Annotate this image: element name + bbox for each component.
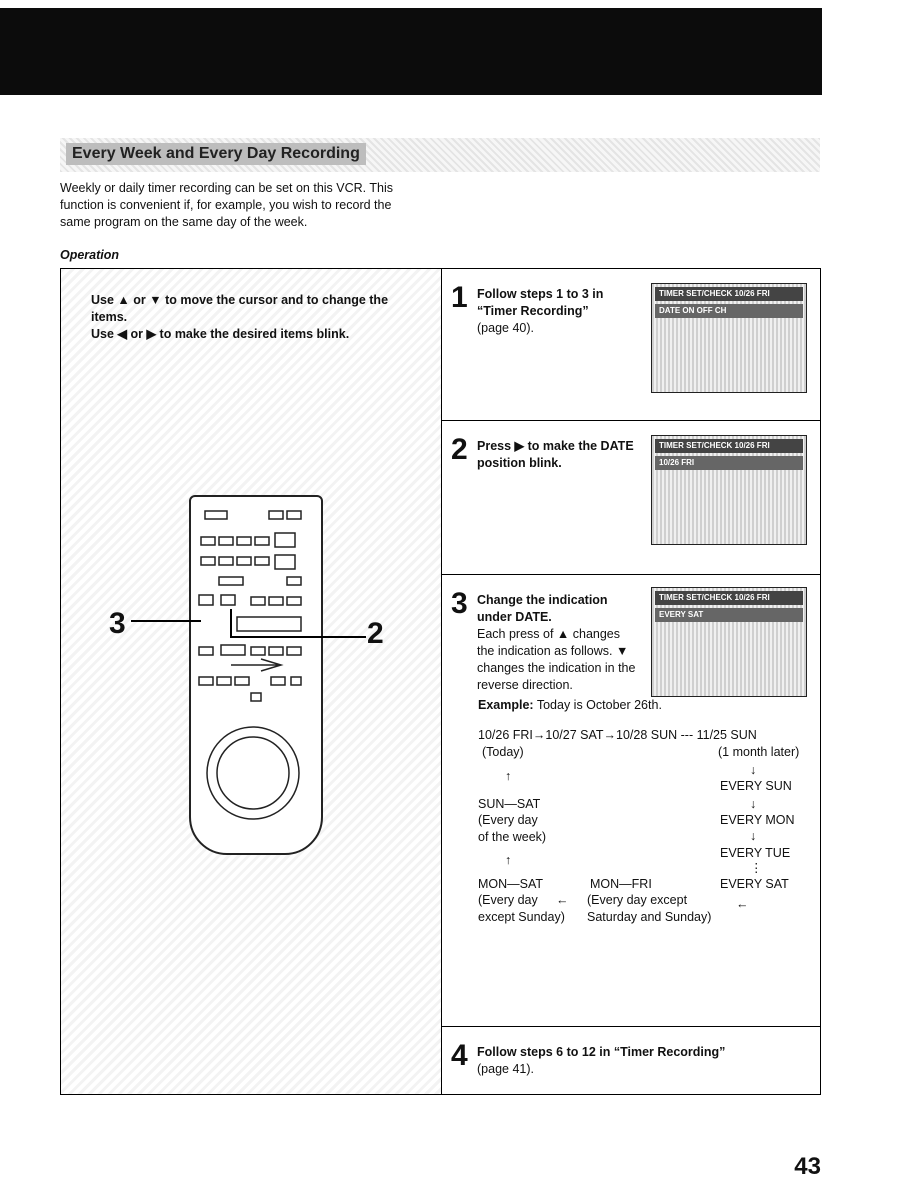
step-number: 4	[451, 1039, 468, 1072]
instruction-blink: Use ◀ or ▶ to make the desired items blink.	[91, 327, 350, 341]
step-3-text: Each press of ▲ changes the indication as follows. ▼ changes the indication in the reverse direction.	[477, 627, 636, 692]
mon-sat: MON—SAT	[478, 877, 544, 891]
arrow-left-2: ←	[736, 897, 749, 911]
section-banner	[60, 138, 820, 172]
today-label: (Today)	[482, 745, 524, 759]
arrow-down-1: ↓	[750, 763, 757, 777]
step-number: 3	[451, 587, 468, 620]
callout-3: 3	[109, 607, 126, 640]
sequence-row1: 10/26 FRI→10/27 SAT→10/28 SUN --- 11/25 SUN	[478, 728, 757, 742]
step-2	[441, 421, 821, 575]
screen-row: EVERY SAT	[655, 608, 803, 622]
every-mon: EVERY MON	[720, 813, 795, 827]
callout-lines	[61, 269, 441, 689]
example-today: Today is October 26th.	[536, 698, 662, 712]
step-4-text: (page 41).	[477, 1062, 534, 1076]
operation-panel	[60, 268, 821, 1095]
step-2-heading: Press ▶ to make the DATE position blink.	[477, 439, 634, 470]
every-tue: EVERY TUE	[720, 846, 791, 860]
step-number: 1	[451, 281, 468, 314]
step-1-heading: Follow steps 1 to 3 in “Timer Recording”	[477, 287, 604, 318]
example-label: Example:	[478, 698, 534, 712]
screen-row: DATE ON OFF CH	[655, 304, 803, 318]
section-title: Every Week and Every Day Recording	[66, 143, 366, 165]
step-number: 2	[451, 433, 468, 466]
arrow-left-1: ←	[556, 893, 569, 907]
operation-label: Operation	[60, 248, 120, 262]
mon-fri: MON—FRI	[590, 877, 652, 891]
callout-2: 2	[367, 617, 384, 650]
every-sat: EVERY SAT	[720, 877, 789, 891]
step-1-text: (page 40).	[477, 321, 534, 335]
step-4-heading: Follow steps 6 to 12 in “Timer Recording”	[477, 1045, 726, 1059]
screen-header: TIMER SET/CHECK 10/26 FRI	[655, 287, 803, 301]
arrow-down-3: ↓	[750, 829, 757, 843]
mon-fri-desc: (Every day except Saturday and Sunday)	[587, 893, 712, 924]
screen-header: TIMER SET/CHECK 10/26 FRI	[655, 439, 803, 453]
step-2-screen	[651, 435, 807, 545]
mon-sat-desc: (Every day except Sunday)	[478, 893, 565, 924]
page-number: 43	[794, 1153, 821, 1180]
step-3-screen	[651, 587, 807, 697]
header-bar	[0, 8, 822, 95]
step-1	[441, 269, 821, 421]
step-1-screen	[651, 283, 807, 393]
every-day-week: (Every day of the week)	[478, 813, 547, 844]
sun-sat: SUN—SAT	[478, 797, 541, 811]
arrow-up-1: ↑	[505, 769, 512, 783]
step-3-heading: Change the indication under DATE.	[477, 593, 608, 624]
instruction-cursor: Use ▲ or ▼ to move the cursor and to change the items.	[91, 293, 389, 324]
month-later-label: (1 month later)	[718, 745, 800, 759]
arrow-down-2: ↓	[750, 797, 757, 811]
step-4	[441, 1027, 821, 1094]
screen-header: TIMER SET/CHECK 10/26 FRI	[655, 591, 803, 605]
arrow-up-2: ↑	[505, 853, 512, 867]
intro-text: Weekly or daily timer recording can be set on this VCR. This function is convenient if, for example, you wish to record the same program on the same day of the week.	[60, 181, 394, 229]
remote-illustration-column	[61, 269, 442, 1094]
every-sun: EVERY SUN	[720, 779, 792, 793]
dots: ⋮	[750, 861, 763, 875]
screen-row: 10/26 FRI	[655, 456, 803, 470]
